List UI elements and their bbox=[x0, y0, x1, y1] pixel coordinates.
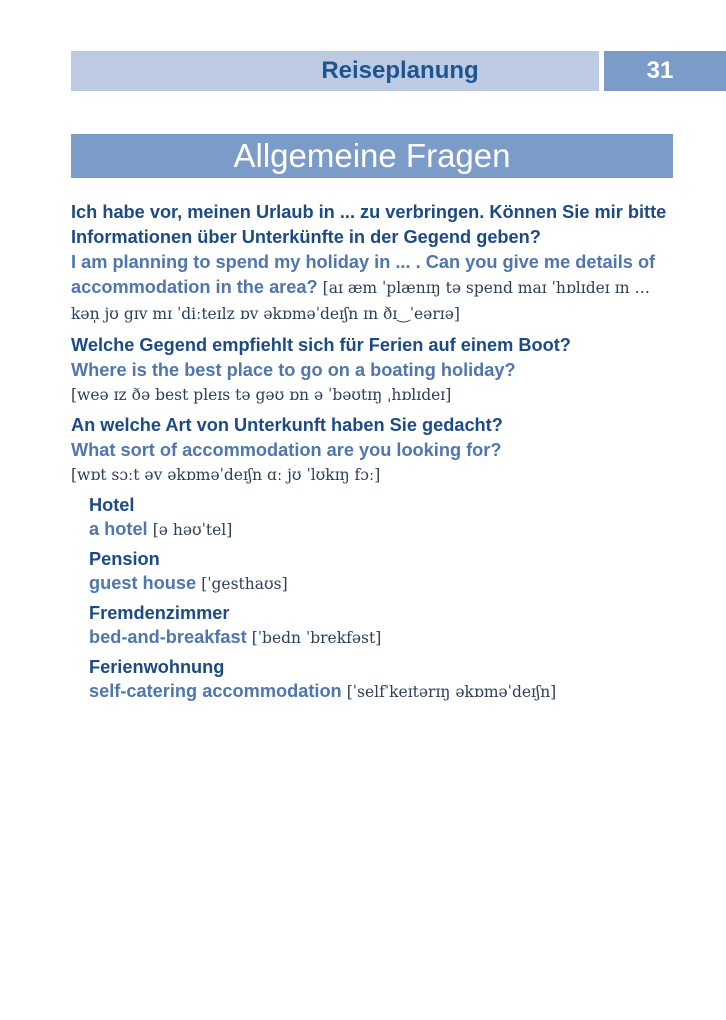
section-title: Allgemeine Fragen bbox=[233, 137, 511, 174]
ipa-transcription: [ˈselfˈkeɪtərɪŋ əkɒməˈdeɪʃn] bbox=[346, 683, 557, 701]
english-phrase bbox=[71, 250, 681, 327]
vocabulary-item bbox=[89, 601, 681, 650]
content bbox=[71, 200, 681, 709]
english-term bbox=[89, 679, 681, 704]
chapter-title: Reiseplanung bbox=[321, 57, 479, 84]
ipa-transcription: [ə həʊˈtel] bbox=[152, 521, 233, 539]
running-header bbox=[71, 51, 599, 91]
page-number: 31 bbox=[646, 57, 674, 84]
english-text: a hotel bbox=[89, 519, 148, 539]
english-term bbox=[89, 517, 681, 542]
phrase-block bbox=[71, 200, 681, 327]
english-text: I am planning to spend my holiday in ... . Can you give me details of accommodation in the area? bbox=[71, 252, 656, 297]
english-text: self-catering accommodation bbox=[89, 681, 342, 701]
english-phrase: Where is the best place to go on a boating holiday? bbox=[71, 360, 516, 380]
german-phrase: Welche Gegend empfiehlt sich für Ferien auf einem Boot? bbox=[71, 335, 571, 355]
english-text: bed-and-breakfast bbox=[89, 627, 247, 647]
ipa-transcription: [aɪ æm ˈplænɪŋ tə spend maɪ ˈhɒlɪdeɪ ɪn … kən̩ jʊ gɪv mɪ ˈdiːteɪlz ɒv əkɒməˈdeɪʃn ɪn ðɪ‿ˈeərɪə] bbox=[71, 279, 651, 323]
german-term: Ferienwohnung bbox=[89, 657, 225, 677]
vocabulary-item bbox=[89, 547, 681, 596]
section-banner bbox=[71, 134, 673, 178]
german-term: Pension bbox=[89, 549, 160, 569]
german-phrase: Ich habe vor, meinen Urlaub in ... zu verbringen. Können Sie mir bitte Informationen über Unterkünfte in der Gegend geben? bbox=[71, 202, 667, 247]
german-term: Hotel bbox=[89, 495, 135, 515]
ipa-transcription: [wɒt sɔːt əv əkɒməˈdeɪʃn ɑː jʊ ˈlʊkɪŋ fɔː] bbox=[71, 466, 381, 484]
english-term bbox=[89, 571, 681, 596]
english-text: guest house bbox=[89, 573, 197, 593]
phrase-block bbox=[71, 413, 681, 487]
phrase-block bbox=[71, 333, 681, 407]
german-term: Fremdenzimmer bbox=[89, 603, 230, 623]
german-phrase: An welche Art von Unterkunft haben Sie gedacht? bbox=[71, 415, 503, 435]
ipa-transcription: [ˈbedn ˈbrekfəst] bbox=[251, 629, 382, 647]
english-phrase: What sort of accommodation are you looking for? bbox=[71, 440, 502, 460]
vocabulary-item bbox=[89, 655, 681, 704]
vocabulary-list bbox=[71, 493, 681, 704]
vocabulary-item bbox=[89, 493, 681, 542]
ipa-transcription: [ˈgesthaʊs] bbox=[201, 575, 288, 593]
page-number-box bbox=[604, 51, 726, 91]
ipa-transcription: [weə ɪz ðə best pleɪs tə gəʊ ɒn ə ˈbəʊtɪŋ ˌhɒlɪdeɪ] bbox=[71, 386, 452, 404]
english-term bbox=[89, 625, 681, 650]
